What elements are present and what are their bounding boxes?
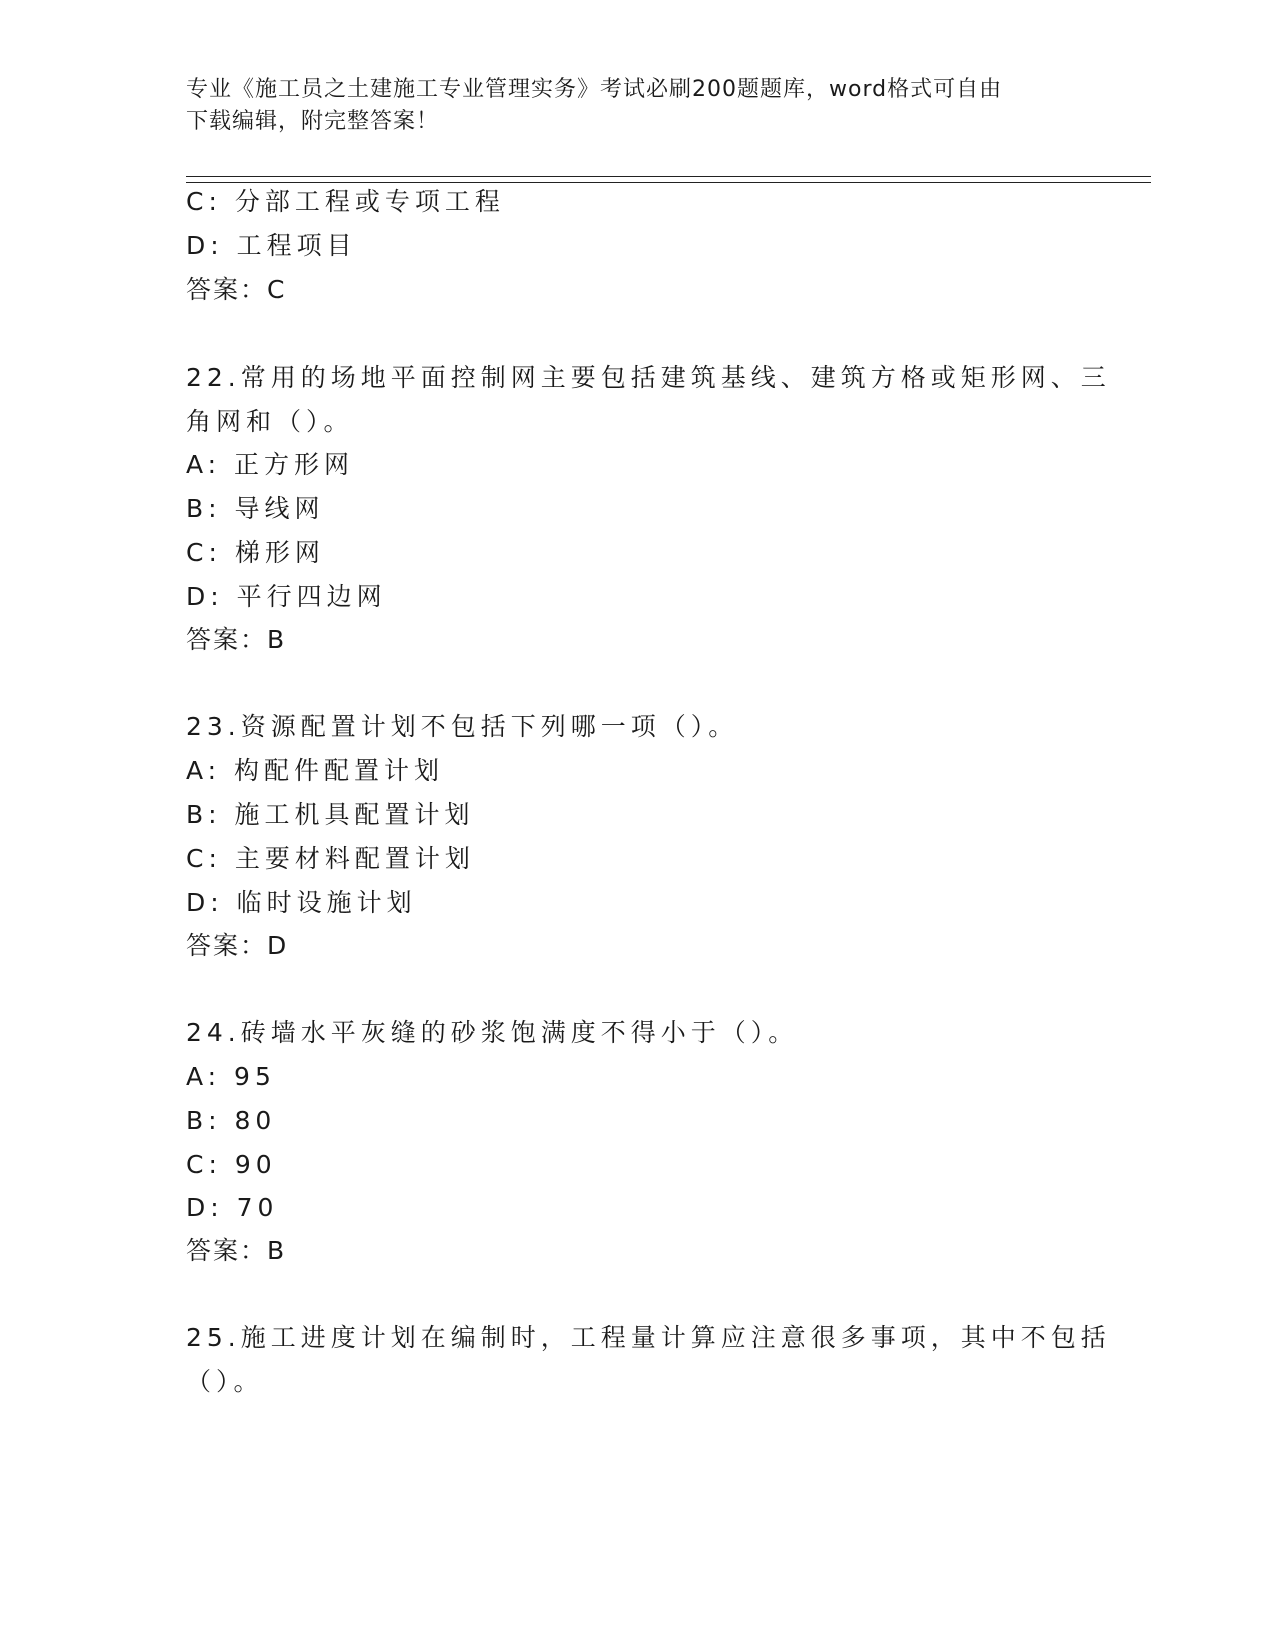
header-title-line-2: 下载编辑，附完整答案！ (186, 109, 440, 134)
q24-answer: 答案：B (186, 1236, 287, 1265)
q23-option-b: B: 施工机具配置计划 (186, 800, 475, 829)
q21-option-d: D: 工程项目 (186, 231, 357, 260)
q22-option-d: D: 平行四边网 (186, 582, 387, 611)
q22-stem-line-1: 22.常用的场地平面控制网主要包括建筑基线、建筑方格或矩形网、三 (186, 363, 1111, 392)
q21-answer: 答案：C (186, 275, 287, 304)
q23-option-d: D: 临时设施计划 (186, 888, 417, 917)
header-title-line-1: 专业《施工员之土建施工专业管理实务》考试必刷200题题库，word格式可自由 (186, 77, 1003, 102)
q25-stem-line-1: 25.施工进度计划在编制时，工程量计算应注意很多事项，其中不包括 (186, 1323, 1111, 1352)
document-header (186, 74, 1086, 138)
q23-option-a: A: 构配件配置计划 (186, 756, 445, 785)
q22-option-b: B: 导线网 (186, 494, 325, 523)
q22-option-a: A: 正方形网 (186, 450, 355, 479)
q24-option-c: C: 90 (186, 1150, 277, 1179)
q24-option-d: D: 70 (186, 1193, 279, 1222)
q23-stem-line-1: 23.资源配置计划不包括下列哪一项（）。 (186, 712, 739, 741)
q24-option-a: A: 95 (186, 1062, 276, 1091)
header-divider (186, 176, 1151, 183)
q23-option-c: C: 主要材料配置计划 (186, 844, 475, 873)
q24-stem-line-1: 24.砖墙水平灰缝的砂浆饱满度不得小于（）。 (186, 1018, 799, 1047)
q22-answer: 答案：B (186, 625, 287, 654)
q23-answer: 答案：D (186, 931, 289, 960)
q21-option-c: C: 分部工程或专项工程 (186, 187, 505, 216)
q22-option-c: C: 梯形网 (186, 538, 325, 567)
q24-option-b: B: 80 (186, 1106, 277, 1135)
q22-stem-line-2: 角网和（）。 (186, 407, 354, 436)
q25-stem-line-2: （）。 (186, 1367, 264, 1396)
